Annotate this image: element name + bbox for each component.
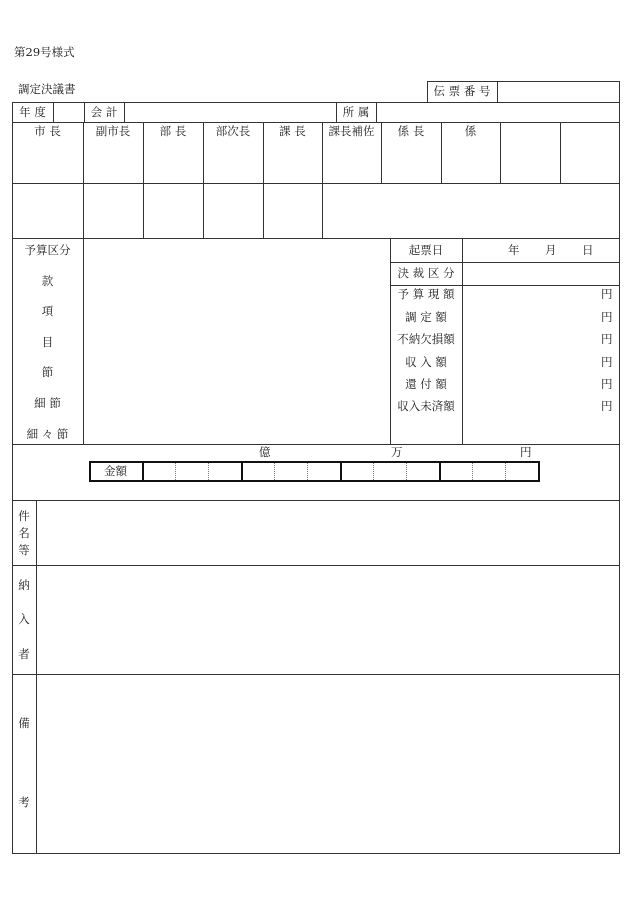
- subject-field[interactable]: [37, 501, 619, 564]
- budget-level-setsu: 節: [41, 365, 54, 379]
- budget-details-field[interactable]: [84, 239, 389, 443]
- document-title: 調定決議書: [18, 82, 76, 96]
- amount-digits-field[interactable]: [144, 463, 538, 480]
- approver-deputy-director: 部次長: [215, 124, 251, 138]
- amount-row-unit: 円: [601, 310, 613, 324]
- payer-field[interactable]: [37, 566, 619, 673]
- amount-row-label: 還 付 額: [405, 377, 447, 391]
- subject-label-2: 名: [18, 526, 30, 540]
- approver-assistant-chief: 課長補佐: [328, 124, 375, 138]
- account-field[interactable]: [125, 103, 335, 121]
- remarks-label-2: 考: [18, 795, 30, 809]
- subject-label-1: 件: [18, 509, 30, 523]
- amount-row-unit: 円: [601, 355, 613, 369]
- budget-level-saisaisetsu: 細 々 節: [26, 427, 69, 441]
- draft-date-month: 月: [545, 243, 557, 257]
- amount-row-unit: 円: [601, 377, 613, 391]
- draft-date-label: 起票日: [408, 243, 444, 257]
- account-label: 会 計: [90, 105, 118, 119]
- divider: [12, 122, 620, 123]
- approver-deputy-mayor: 副市長: [95, 124, 131, 138]
- budget-level-kou: 項: [41, 304, 54, 318]
- budget-level-kan: 款: [41, 274, 54, 288]
- decision-category-field[interactable]: [463, 263, 619, 284]
- divider: [203, 122, 204, 238]
- amount-row-label: 収 入 額: [405, 355, 447, 369]
- department-field[interactable]: [377, 103, 619, 121]
- amount-row-label: 調 定 額: [405, 310, 447, 324]
- budget-level-moku: 目: [41, 335, 54, 349]
- unit-yen: 円: [520, 445, 532, 459]
- budget-category-label: 予算区分: [24, 243, 71, 257]
- amount-row-label: 予 算 現 額: [397, 287, 455, 301]
- remarks-label-1: 備: [18, 716, 30, 730]
- approver-staff: 係: [464, 124, 477, 138]
- approver-mayor: 市 長: [34, 124, 61, 138]
- divider: [322, 122, 323, 238]
- draft-date-day: 日: [582, 243, 594, 257]
- fiscal-year-label: 年 度: [19, 105, 46, 119]
- divider: [500, 122, 501, 183]
- unit-oku: 億: [259, 445, 271, 459]
- department-label: 所 属: [342, 105, 370, 119]
- payer-label-3: 者: [18, 647, 30, 661]
- draft-date-year: 年: [508, 243, 520, 257]
- remarks-field[interactable]: [37, 675, 619, 853]
- amount-row-label: 収入未済額: [397, 399, 455, 413]
- unit-man: 万: [391, 445, 403, 459]
- divider: [560, 122, 561, 183]
- divider: [143, 122, 144, 238]
- divider: [390, 285, 620, 286]
- amount-row-unit: 円: [601, 399, 613, 413]
- fiscal-year-field[interactable]: [54, 103, 83, 121]
- budget-level-saisetsu: 細 節: [34, 396, 61, 410]
- approver-unit-chief: 係 長: [397, 124, 425, 138]
- payer-label-1: 納: [18, 578, 30, 592]
- approver-section-chief: 課 長: [279, 124, 306, 138]
- divider: [263, 122, 264, 238]
- payer-label-2: 入: [18, 612, 30, 626]
- divider: [83, 122, 84, 238]
- amount-row-unit: 円: [601, 287, 613, 301]
- voucher-number-field[interactable]: [498, 82, 619, 102]
- approver-director: 部 長: [159, 124, 187, 138]
- decision-category-label: 決 裁 区 分: [397, 266, 455, 280]
- amount-label: 金額: [104, 464, 127, 478]
- voucher-number-label: 伝 票 番 号: [433, 84, 491, 98]
- amount-row-unit: 円: [601, 332, 613, 346]
- amount-row-label: 不納欠損額: [397, 332, 455, 346]
- divider: [12, 183, 620, 184]
- subject-label-3: 等: [18, 543, 30, 557]
- form-number: 第29号様式: [14, 45, 75, 59]
